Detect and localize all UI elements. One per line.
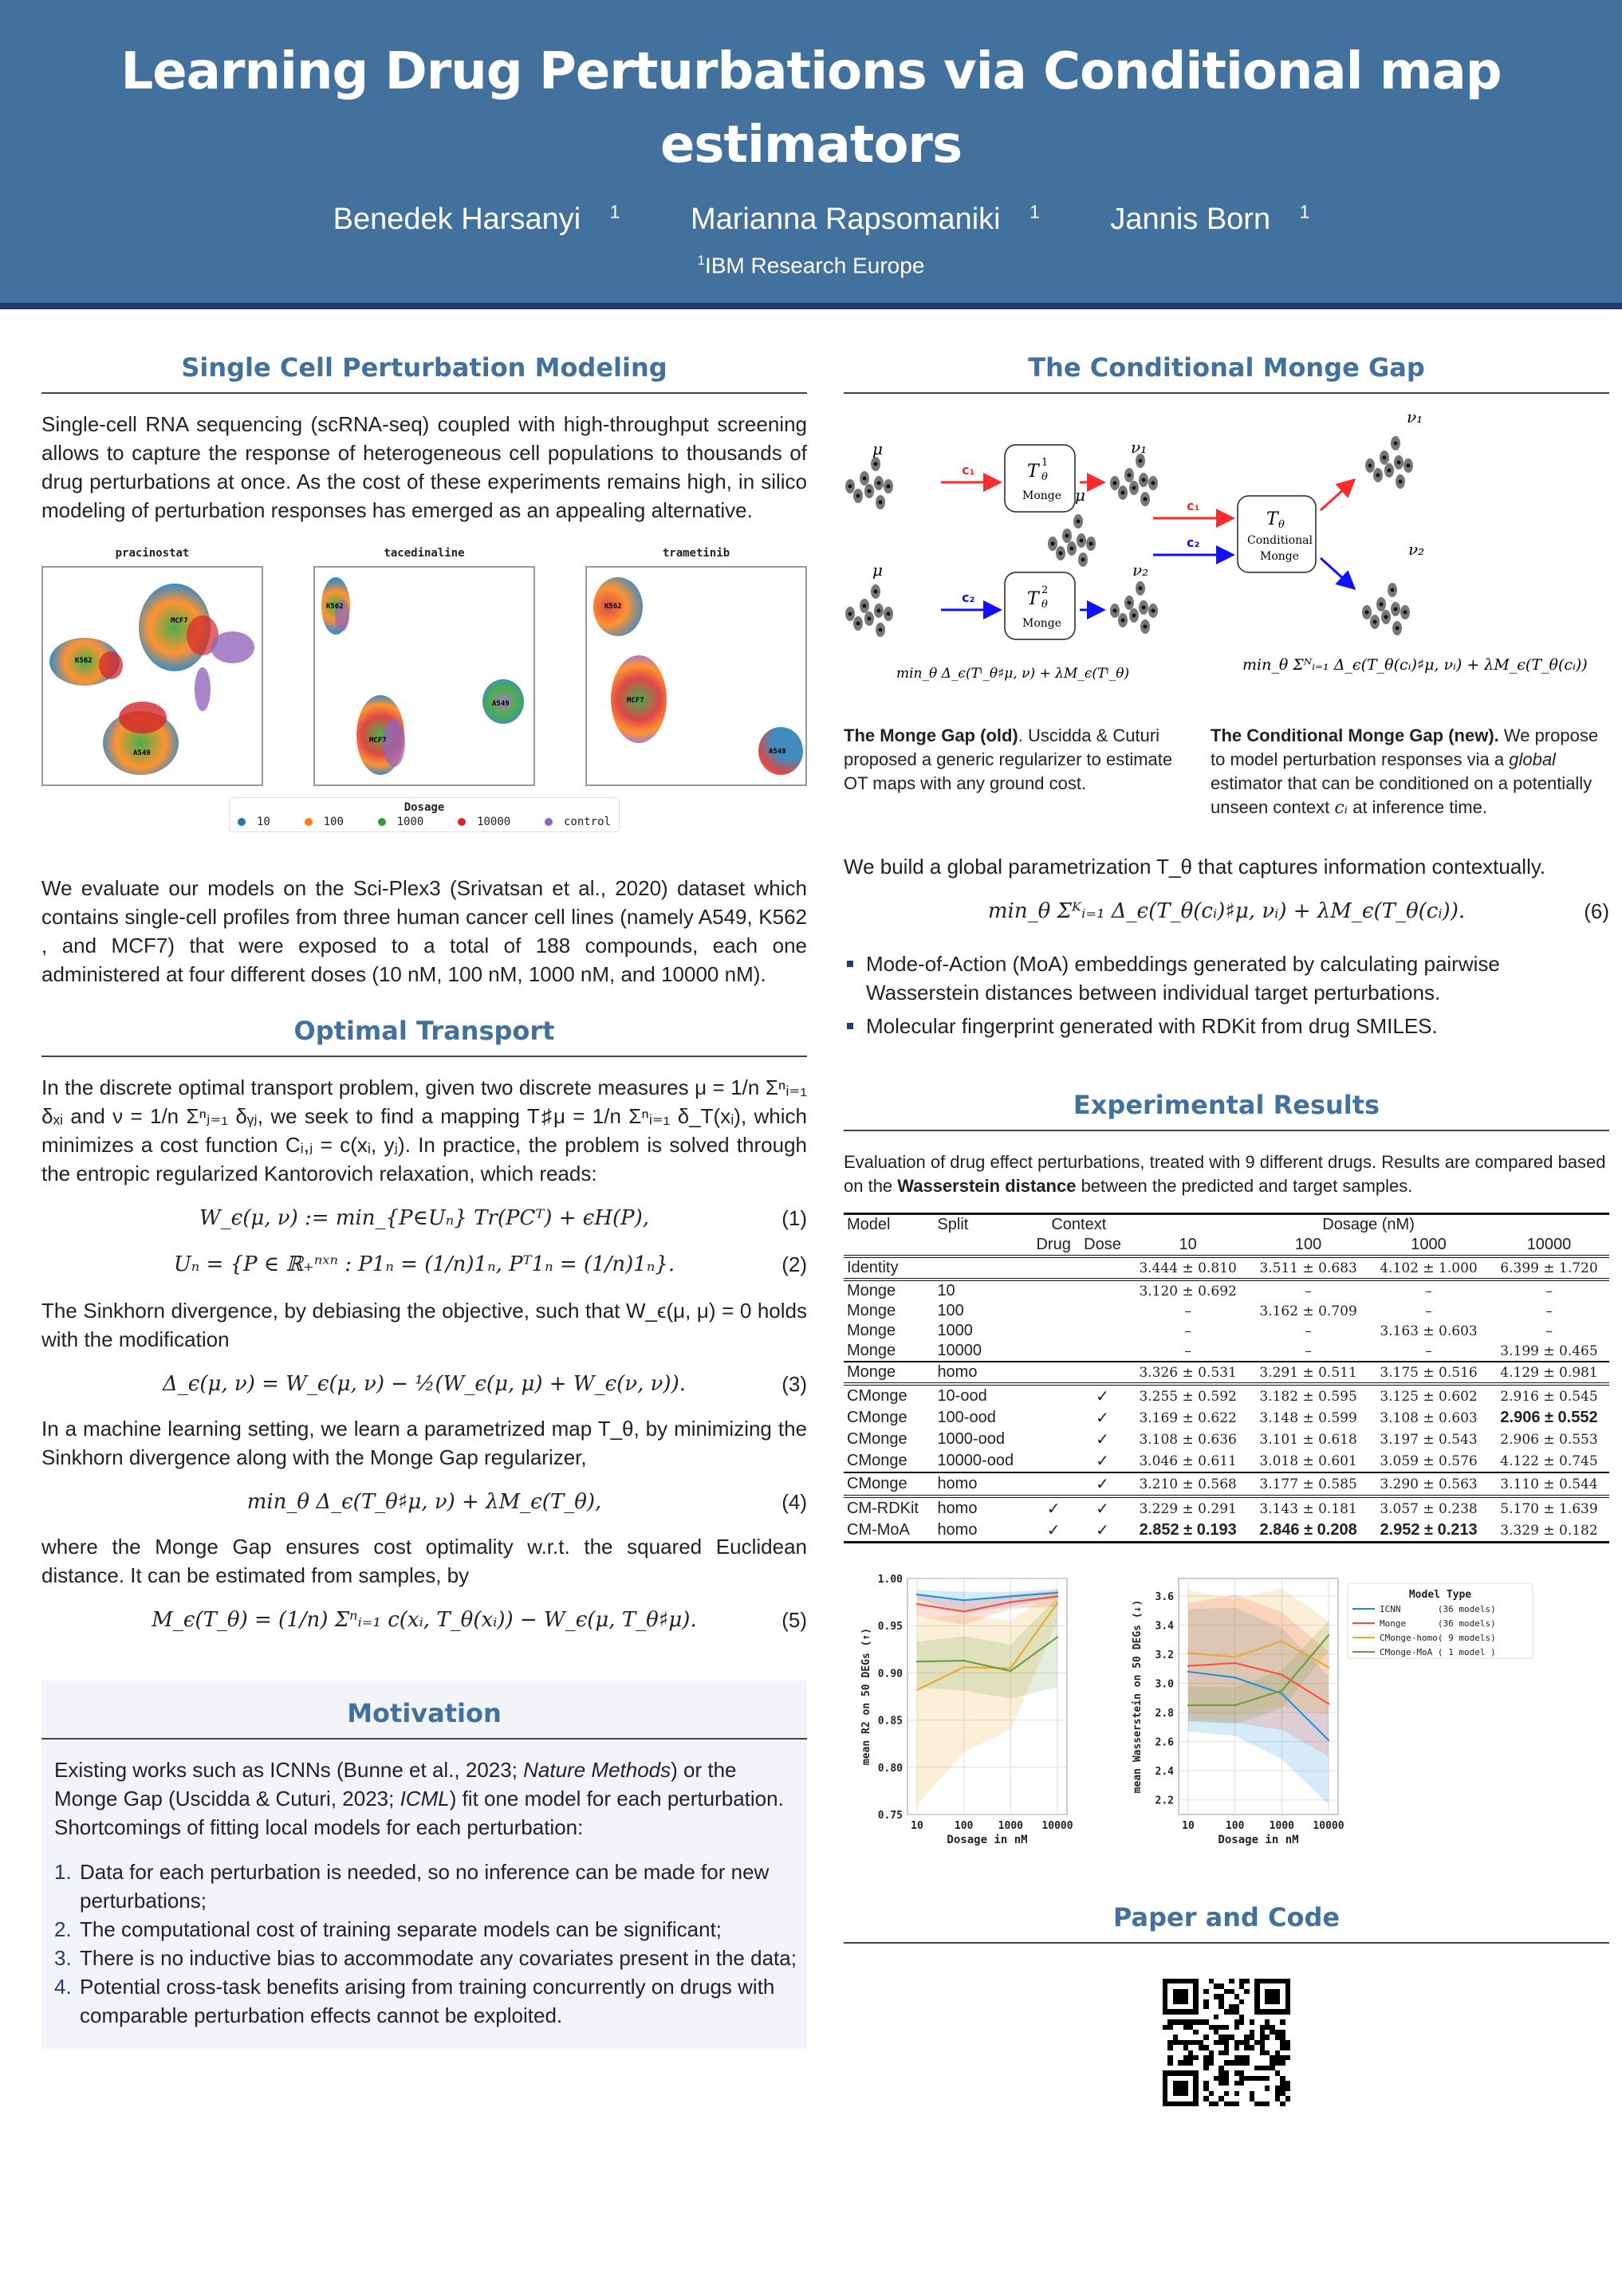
svg-text:μ: μ (1075, 486, 1085, 505)
y-tick-label: 0.90 (877, 1668, 903, 1681)
cell-value: – (1545, 1303, 1553, 1319)
cluster-label: MCF7 (627, 697, 644, 705)
data-point (963, 1660, 964, 1661)
cell-value: 2.852 ± 0.193 (1128, 1520, 1248, 1543)
cell-split: 1000 (937, 1322, 973, 1339)
cell-model: CMonge (844, 1472, 934, 1496)
shortcoming-item: 2. The computational cost of training separate models can be significant; (54, 1917, 722, 1941)
table-row (844, 1450, 1609, 1472)
cell-value: – (1545, 1323, 1553, 1339)
cell-value: 3.162 ± 0.709 (1259, 1303, 1357, 1319)
shortcoming-item: 4. Potential cross-task benefits arising from training concurrently on drugs with comparable perturbation effects cannot be exploited. (54, 1975, 775, 2027)
caption-new: The Conditional Monge Gap (new). We propose to model perturbation responses via a global estimator that can be conditioned on a potentially unseen context cᵢ at inference time. (1211, 725, 1599, 818)
col-header-dose: Dose (1084, 1236, 1121, 1253)
author: Benedek Harsanyi $^1$ (333, 201, 620, 236)
cell-dose-check (1077, 1301, 1128, 1321)
diagram-captions (844, 724, 1609, 820)
ot-paragraph-4: where the Monge Gap ensures cost optimality w.r.t. the squared Euclidean distance. It can be estimated from samples, by (41, 1535, 807, 1587)
cell-value: 6.399 ± 1.720 (1489, 1256, 1609, 1280)
legend-entry: CMonge-homo( 9 models) (1380, 1633, 1496, 1643)
table-row (844, 1341, 1609, 1362)
cell-value: 3.046 ± 0.611 (1139, 1453, 1237, 1469)
cell-drug-check (1029, 1384, 1077, 1407)
caption-old: The Monge Gap (old). Uscidda & Cuturi proposed a generic regularizer to estimate OT maps with any ground cost. (844, 725, 1173, 793)
table-row (844, 1472, 1609, 1496)
cell-drug-check (1029, 1256, 1077, 1280)
data-point (1328, 1666, 1329, 1668)
legend-title: Dosage (404, 801, 445, 814)
motivation-intro: Existing works such as ICNNs (Bunne et al., 2023; Nature Methods) or the Monge Gap (Uscidda & Cuturi, 2023; ICML) fit one model for each perturbation. Shortcomings of fitting local models for each perturbation: (54, 1758, 784, 1839)
y-tick-label: 0.80 (877, 1762, 903, 1775)
legend-dot-icon (458, 818, 466, 826)
cell-split: 10000 (937, 1342, 982, 1359)
data-point (1281, 1640, 1282, 1641)
data-point (1281, 1689, 1282, 1691)
formula-old: min_θ Δ_ϵ(Tⁱ_θ♯μ, ν) + λM_ϵ(Tⁱ_θ) (896, 666, 1130, 682)
x-tick-label: 10000 (1041, 1820, 1073, 1832)
dataset-paragraph: We evaluate our models on the Sci-Plex3 (Srivatsan et al., 2020) dataset which contains single-cell profiles from three human cancer cell lines (namely A549, K562 , and MCF7) that were exposed to a total of 188 compounds, each one administered at four different doses (10 nM, 100 nM, 1000 nM, and 10000 nM). (41, 876, 807, 986)
col-header-dose-10000: 10000 (1526, 1236, 1572, 1253)
x-tick-label: 1000 (998, 1820, 1023, 1832)
qr-code[interactable] (1163, 1979, 1290, 2106)
shortcomings-list (41, 1858, 807, 2030)
svg-text:ν₂: ν₂ (1408, 540, 1425, 559)
svg-text:Conditional: Conditional (1247, 534, 1313, 547)
cell-value: – (1184, 1323, 1191, 1339)
cell-value: 4.129 ± 0.981 (1489, 1362, 1609, 1384)
cell-value: 3.326 ± 0.531 (1128, 1362, 1248, 1384)
cell-value: 3.182 ± 0.595 (1248, 1384, 1368, 1407)
cell-dose-check (1077, 1321, 1128, 1341)
y-tick-label: 0.85 (877, 1715, 903, 1728)
cell-drug-check (1029, 1362, 1077, 1384)
formula-new: min_θ Σᴺᵢ₌₁ Δ_ϵ(T_θ(cᵢ)♯μ, νᵢ) + λM_ϵ(T_θ(cᵢ)) (1242, 656, 1588, 674)
cell-drug-check (1029, 1321, 1077, 1341)
nu1-label: ν₁ (1131, 438, 1148, 457)
cell-split: homo (934, 1520, 1029, 1543)
cell-model: Monge (847, 1322, 896, 1339)
cell-value: 3.018 ± 0.601 (1259, 1453, 1357, 1469)
svg-text:1: 1 (1041, 457, 1049, 469)
cell-model: CM-MoA (844, 1520, 934, 1543)
svg-text:T: T (1027, 589, 1039, 609)
x-axis-label: Dosage in nM (1218, 1834, 1299, 1846)
x-tick-label: 10 (1182, 1820, 1195, 1832)
legend-dot-icon (238, 818, 246, 826)
cell-model: CMonge (844, 1384, 934, 1407)
data-point (1328, 1703, 1329, 1704)
equation-4: min_θ Δ_ϵ(T_θ♯μ, ν) + λM_ϵ(T_θ), (4) (246, 1490, 807, 1514)
cell-value: 3.255 ± 0.592 (1128, 1384, 1248, 1407)
y-tick-label: 3.6 (1155, 1590, 1174, 1603)
cell-drug-check (1029, 1407, 1077, 1429)
legend-entry: Monge (36 models) (1380, 1618, 1496, 1629)
cell-value: 3.229 ± 0.291 (1128, 1496, 1248, 1520)
cmg-paragraph: We build a global parametrization T_θ that captures information contextually. (844, 855, 1546, 879)
shortcoming-item: 1. Data for each perturbation is needed, so no inference can be made for new perturbations; (54, 1860, 770, 1913)
svg-text:ν₁: ν₁ (1407, 407, 1423, 427)
col-header-model: Model (844, 1214, 934, 1236)
cell-value: 3.108 ± 0.636 (1139, 1431, 1237, 1448)
table-row (844, 1321, 1609, 1341)
table-row (844, 1256, 1609, 1280)
cell-dose-check: ✓ (1077, 1520, 1128, 1543)
data-point (916, 1594, 918, 1595)
cell-split: homo (934, 1496, 1029, 1520)
cell-drug-check (1029, 1280, 1077, 1301)
cell-value: – (1184, 1303, 1191, 1319)
c1-label: c₁ (962, 462, 975, 478)
cell-split: 1000-ood (937, 1430, 1005, 1448)
cell-value: 3.291 ± 0.511 (1248, 1362, 1368, 1384)
section-title-paper-code: Paper and Code (844, 1885, 1609, 1944)
results-table (844, 1213, 1609, 1543)
cell-split: 10-ood (934, 1384, 1029, 1407)
data-point (963, 1666, 964, 1668)
cluster-label: K562 (604, 603, 622, 611)
cluster-label: K562 (75, 657, 93, 665)
cell-drug-check (1029, 1341, 1077, 1362)
cell-drug-check (1029, 1472, 1077, 1496)
cell-value: 4.122 ± 0.745 (1500, 1453, 1598, 1469)
svg-text:c₂: c₂ (1187, 535, 1200, 550)
col-header-drug: Drug (1036, 1236, 1071, 1253)
cell-value: 3.210 ± 0.568 (1128, 1472, 1248, 1496)
cell-model: Monge (844, 1280, 934, 1301)
ot-paragraph-3: In a machine learning setting, we learn a parametrized map T_θ, by minimizing the Sinkhorn divergence along with the Monge Gap regularizer, (41, 1417, 807, 1469)
col-header-dose-1000: 1000 (1411, 1236, 1447, 1253)
data-point (1187, 1671, 1189, 1673)
line-charts (844, 1563, 1609, 1850)
cell-value: – (1489, 1280, 1609, 1301)
legend-entry: CMonge-MoA ( 1 model ) (1380, 1647, 1496, 1657)
table-row (844, 1280, 1609, 1301)
data-point (1234, 1704, 1235, 1706)
cell-model: CM-RDKit (844, 1496, 934, 1520)
cell-split: homo (934, 1362, 1029, 1384)
affiliation: $^1$IBM Research Europe (697, 252, 925, 277)
y-tick-label: 3.2 (1155, 1649, 1174, 1662)
data-point (963, 1599, 964, 1601)
data-point (1010, 1601, 1011, 1602)
svg-text:Monge: Monge (1022, 617, 1062, 630)
y-tick-label: 3.0 (1155, 1678, 1174, 1691)
cell-value: 3.057 ± 0.238 (1368, 1496, 1489, 1520)
cell-drug-check (1029, 1450, 1077, 1472)
data-point (1010, 1667, 1011, 1669)
cluster-label: A549 (133, 749, 151, 757)
cell-value: 3.101 ± 0.618 (1259, 1431, 1357, 1448)
umap-panel-title: tacedinaline (384, 547, 465, 560)
cell-dose-check: ✓ (1096, 1453, 1109, 1470)
cell-value: 3.059 ± 0.576 (1380, 1453, 1478, 1469)
context-bullet: Molecular fingerprint generated with RDKit from drug SMILES. (844, 1012, 1609, 1040)
data-point (963, 1610, 964, 1612)
cell-dose-check: ✓ (1077, 1472, 1128, 1496)
umap-plot-area (41, 566, 263, 786)
poster-title: Learning Drug Perturbations via Conditional map estimators (120, 42, 1502, 175)
data-point (916, 1689, 918, 1691)
x-axis-label: Dosage in nM (947, 1834, 1028, 1846)
svg-text:θ: θ (1278, 519, 1285, 531)
cell-value: 2.952 ± 0.213 (1368, 1520, 1489, 1543)
diagram-svg (844, 407, 1609, 718)
y-tick-label: 0.95 (877, 1621, 903, 1634)
x-tick-label: 1000 (1269, 1820, 1294, 1832)
results-description: Evaluation of drug effect perturbations, treated with 9 different drugs. Results are compared based on the Wasserstein distance between the predicted and target samples. (844, 1152, 1606, 1196)
motivation-box (41, 1681, 807, 2049)
col-header-dosage: Dosage (nM) (1128, 1214, 1609, 1236)
legend-title: Model Type (1408, 1589, 1472, 1601)
umap-plot-area (313, 566, 535, 786)
c2-label: c₂ (962, 590, 975, 605)
cell-model: Monge (847, 1342, 896, 1359)
cell-model: Monge (844, 1362, 934, 1384)
cell-value: – (1425, 1303, 1432, 1319)
cell-value: – (1248, 1280, 1368, 1301)
cell-dose-check: ✓ (1077, 1384, 1128, 1407)
equation-6: min_θ Σᴷᵢ₌₁ Δ_ϵ(T_θ(cᵢ)♯μ, νᵢ) + λM_ϵ(T_θ(cᵢ)). (6) (987, 899, 1609, 923)
equation-5: M_ϵ(T_θ) = (1/n) Σⁿᵢ₌₁ c(xᵢ, T_θ(xᵢ)) − W_ϵ(μ, T_θ♯μ). (5) (152, 1608, 807, 1632)
umap-panel-tacedinaline (313, 547, 535, 786)
cell-value: 3.148 ± 0.599 (1259, 1409, 1357, 1426)
y-tick-label: 2.6 (1155, 1736, 1174, 1749)
data-point (1057, 1595, 1058, 1597)
umap-panel-title: trametinib (662, 547, 730, 560)
cluster-label: K562 (326, 603, 344, 611)
svg-text:Monge: Monge (1022, 489, 1062, 502)
data-point (1187, 1652, 1189, 1653)
cell-split: 10 (934, 1280, 1029, 1301)
svg-text:θ: θ (1041, 599, 1048, 611)
author: Marianna Rapsomaniki $^1$ (690, 201, 1040, 236)
cell-value: 3.511 ± 0.683 (1248, 1256, 1368, 1280)
legend-entry: ICNN (36 models) (1380, 1604, 1496, 1614)
cell-drug-check: ✓ (1029, 1520, 1077, 1543)
cell-value: 2.906 ± 0.553 (1500, 1431, 1598, 1448)
table-row (844, 1301, 1609, 1321)
cell-value: 3.444 ± 0.810 (1128, 1256, 1248, 1280)
umap-plot-area (585, 566, 807, 786)
data-point (1187, 1704, 1189, 1706)
cell-dose-check (1077, 1362, 1128, 1384)
cell-value: – (1184, 1343, 1191, 1359)
y-tick-label: 2.2 (1155, 1795, 1174, 1807)
table-row (844, 1496, 1609, 1520)
data-point (1057, 1602, 1058, 1604)
data-point (1234, 1677, 1235, 1678)
data-point (1234, 1662, 1235, 1664)
cell-split: homo (934, 1472, 1029, 1496)
cell-value: 3.169 ± 0.622 (1139, 1409, 1237, 1426)
cell-split: 100 (937, 1302, 964, 1319)
dosage-legend (229, 797, 620, 832)
data-point (1010, 1595, 1011, 1597)
umap-panel-title: pracinostat (115, 547, 190, 560)
equation-3: Δ_ϵ(μ, ν) = W_ϵ(μ, ν) − ½(W_ϵ(μ, μ) + W_ϵ(ν, ν)). (3) (163, 1372, 807, 1396)
y-tick-label: 1.00 (877, 1574, 903, 1586)
legend-dot-icon (305, 818, 313, 826)
legend-item-dosage: 10000 (458, 816, 510, 828)
cell-value: 2.916 ± 0.545 (1489, 1384, 1609, 1407)
data-point (1328, 1740, 1329, 1741)
equation-1: W_ϵ(μ, ν) := min_{P∈Uₙ} Tr(PCᵀ) + ϵH(P), (1) (199, 1206, 807, 1230)
cell-value: 2.906 ± 0.552 (1500, 1409, 1598, 1426)
equation-2: Uₙ = {P ∈ ℝ₊ⁿˣⁿ : P1ₙ = (1/n)1ₙ, Pᵀ1ₙ = (1/n)1ₙ}. (2) (173, 1252, 807, 1276)
nu2-label: ν₂ (1132, 560, 1149, 580)
legend-dot-icon (545, 818, 553, 826)
y-tick-label: 2.4 (1155, 1766, 1174, 1779)
cell-dose-check (1077, 1341, 1128, 1362)
poster-header (0, 0, 1622, 309)
cluster-label: MCF7 (171, 617, 188, 625)
cluster-label: A549 (769, 748, 786, 756)
legend-item-dosage: 100 (305, 816, 344, 828)
col-header-dose-100: 100 (1294, 1236, 1322, 1253)
svg-text:Monge: Monge (1260, 550, 1300, 563)
cell-value: – (1368, 1280, 1489, 1301)
legend-item-dosage: control (545, 816, 611, 828)
cell-value: 3.290 ± 0.563 (1368, 1472, 1489, 1496)
cell-value: – (1425, 1343, 1432, 1359)
col-header-context: Context (1029, 1214, 1128, 1236)
cell-value: 3.143 ± 0.181 (1248, 1496, 1368, 1520)
umap-figure (41, 547, 807, 786)
cell-value: 4.102 ± 1.000 (1368, 1256, 1489, 1280)
cell-value: 3.125 ± 0.602 (1368, 1384, 1489, 1407)
svg-text:c₁: c₁ (1187, 498, 1200, 513)
cell-value: – (1305, 1343, 1312, 1359)
cell-value: 3.110 ± 0.544 (1489, 1472, 1609, 1496)
data-point (1281, 1673, 1282, 1675)
y-tick-label: 3.4 (1155, 1620, 1174, 1633)
section-title-motivation: Motivation (41, 1681, 807, 1740)
cell-dose-check: ✓ (1096, 1431, 1109, 1449)
cell-model: CMonge (847, 1430, 907, 1448)
cell-drug-check (1029, 1429, 1077, 1450)
cell-split: 100-ood (937, 1409, 996, 1426)
section-title-single-cell: Single Cell Perturbation Modeling (41, 335, 807, 394)
data-point (1328, 1634, 1329, 1636)
context-bullet: Mode-of-Action (MoA) embeddings generated by calculating pairwise Wasserstein distances between individual target perturbations. (844, 949, 1609, 1007)
table-row (844, 1362, 1609, 1384)
section-title-optimal-transport: Optimal Transport (41, 998, 807, 1057)
context-bullets (844, 949, 1609, 1040)
cell-value: 3.177 ± 0.585 (1248, 1472, 1368, 1496)
svg-text:T: T (1027, 462, 1039, 482)
data-point (1281, 1693, 1282, 1694)
svg-text:T: T (1266, 509, 1278, 529)
ot-paragraph-1: In the discrete optimal transport problem, given two discrete measures μ = 1/n Σⁿᵢ₌₁ δₓᵢ and ν = 1/n Σⁿⱼ₌₁ δᵧⱼ, we seek to find a mapping T♯μ = 1/n Σⁿᵢ₌₁ δ_T(xᵢ), which minimizes a cost function Cᵢ,ⱼ = c(xᵢ, yⱼ). In practice, the problem is solved through the entropic regularized Kantorovich relaxation, which reads: (41, 1075, 807, 1185)
cell-value: 5.170 ± 1.639 (1489, 1496, 1609, 1520)
y-axis-label: mean Wasserstein on 50 DEGs (↓) (1132, 1599, 1144, 1794)
svg-text:μ: μ (872, 560, 883, 580)
data-point (916, 1603, 918, 1605)
cell-dose-check: ✓ (1096, 1409, 1109, 1427)
cell-value: – (1305, 1323, 1312, 1339)
col-header-split: Split (934, 1214, 1029, 1236)
left-column (41, 335, 807, 2049)
y-axis-label: mean R2 on 50 DEGs (↑) (860, 1627, 872, 1766)
cluster-label: MCF7 (369, 737, 387, 745)
svg-text:θ: θ (1041, 471, 1048, 483)
section-title-conditional-monge-gap: The Conditional Monge Gap (844, 335, 1609, 394)
table-row (844, 1407, 1609, 1429)
data-point (1057, 1592, 1058, 1594)
table-row (844, 1520, 1609, 1543)
cell-model: Identity (844, 1256, 934, 1280)
cell-value: 3.163 ± 0.603 (1380, 1323, 1478, 1339)
x-tick-label: 100 (954, 1820, 974, 1832)
legend-item-dosage: 10 (238, 816, 270, 828)
cell-value: 3.175 ± 0.516 (1368, 1362, 1489, 1384)
y-tick-label: 0.75 (877, 1810, 903, 1822)
cell-value: 3.197 ± 0.543 (1380, 1431, 1478, 1448)
cell-value: 3.120 ± 0.692 (1128, 1280, 1248, 1301)
cluster-label: A549 (492, 700, 510, 708)
ot-paragraph-2: The Sinkhorn divergence, by debiasing the objective, such that W_ϵ(μ, μ) = 0 holds with the modification (41, 1299, 807, 1351)
cell-value: 2.846 ± 0.208 (1248, 1520, 1368, 1543)
cell-value: 3.108 ± 0.603 (1380, 1409, 1478, 1426)
cell-model: CMonge (847, 1452, 907, 1469)
section-title-results: Experimental Results (844, 1072, 1609, 1131)
cell-value: 3.199 ± 0.465 (1500, 1343, 1598, 1359)
col-header-dose-10: 10 (1179, 1236, 1197, 1253)
results-charts (844, 1563, 1609, 1850)
umap-panel-pracinostat (41, 547, 263, 786)
cell-split (934, 1256, 1029, 1280)
svg-text:2: 2 (1041, 584, 1049, 596)
legend-item-dosage: 1000 (378, 816, 424, 828)
y-tick-label: 2.8 (1155, 1708, 1174, 1720)
table-row (844, 1429, 1609, 1450)
intro-paragraph: Single-cell RNA sequencing (scRNA-seq) coupled with high-throughput screening allows to capture the response of heterogeneous cell populations to thousands of drug perturbations at once. As the cost of these experiments remains high, in silico modeling of perturbation responses has emerged as an appealing alternative. (41, 412, 807, 522)
right-column (844, 335, 1609, 2106)
cell-value: 3.329 ± 0.182 (1489, 1520, 1609, 1543)
legend-dot-icon (378, 818, 386, 826)
cell-model: Monge (847, 1302, 896, 1319)
data-point (1187, 1665, 1189, 1666)
author-list (0, 201, 1622, 237)
cell-drug-check: ✓ (1029, 1496, 1077, 1520)
x-tick-label: 100 (1225, 1820, 1245, 1832)
shortcoming-item: 3. There is no inductive bias to accommodate any covariates present in the data; (54, 1946, 797, 1970)
x-tick-label: 10 (911, 1820, 923, 1832)
data-point (916, 1661, 918, 1662)
data-point (1010, 1670, 1011, 1672)
umap-panel-trametinib (585, 547, 807, 786)
cell-dose-check (1077, 1280, 1128, 1301)
data-point (1057, 1636, 1058, 1637)
data-point (1234, 1656, 1235, 1657)
table-row (844, 1384, 1609, 1407)
cell-split: 10000-ood (937, 1452, 1014, 1469)
cell-dose-check: ✓ (1077, 1496, 1128, 1520)
cell-model: CMonge (847, 1409, 907, 1426)
cell-drug-check (1029, 1301, 1077, 1321)
mu-label: μ (872, 439, 883, 458)
cell-dose-check (1077, 1256, 1128, 1280)
author: Jannis Born $^1$ (1110, 201, 1310, 236)
x-tick-label: 10000 (1313, 1820, 1344, 1832)
monge-gap-diagram (844, 407, 1609, 718)
